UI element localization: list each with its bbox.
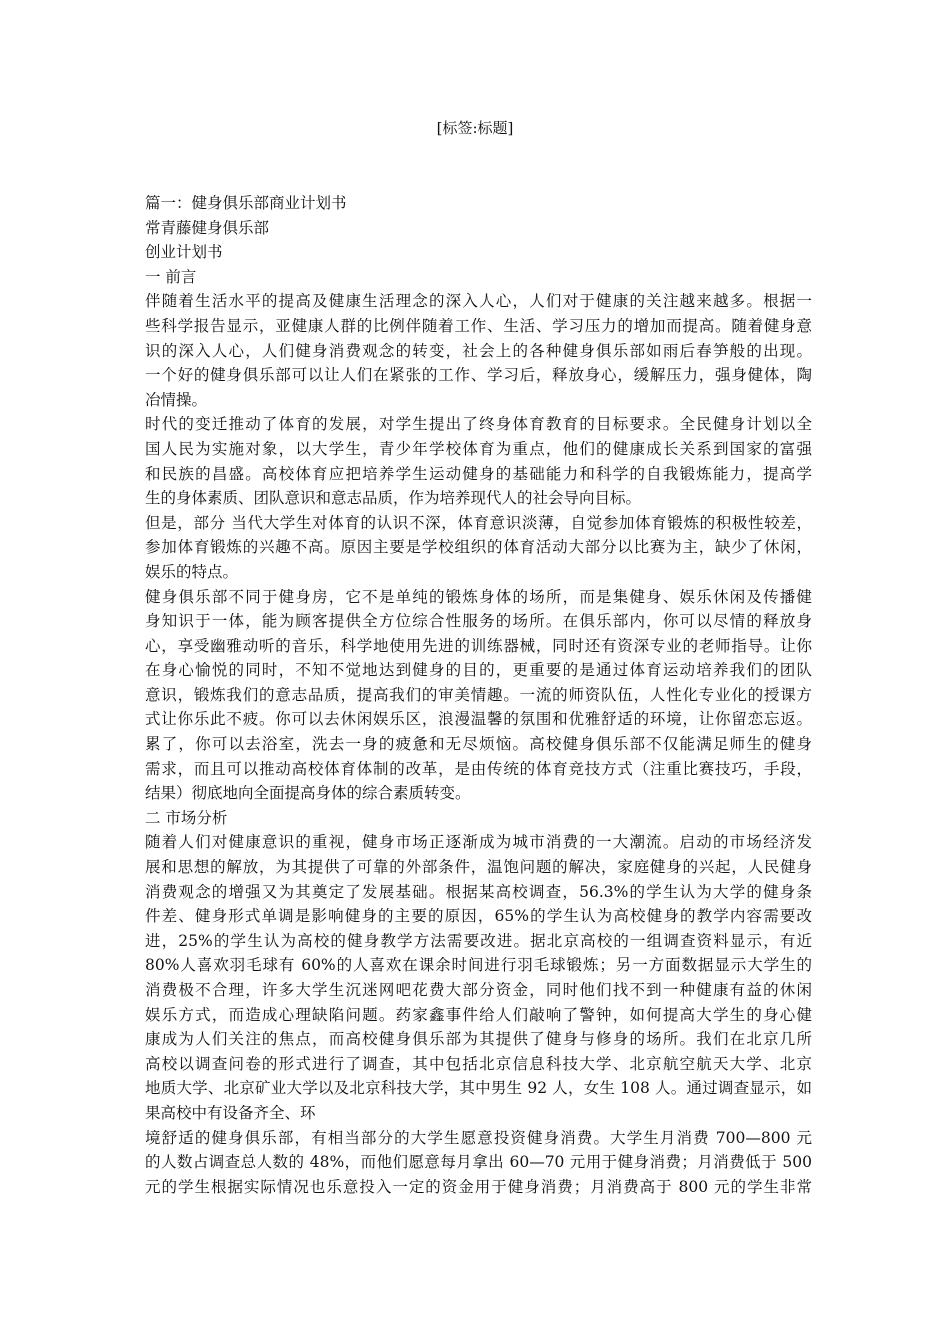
paragraph xyxy=(145,412,812,510)
text-line: 康成为人们关注的焦点，而高校健身俱乐部为其提供了健身与修身的场所。我们在北京几所 xyxy=(145,1030,812,1049)
text-line: 创业计划书 xyxy=(145,243,223,262)
text-line: 进，25%的学生认为高校的健身教学方法需要改进。据北京高校的一组调查资料显示，有近 xyxy=(145,931,812,950)
text-line: 时代的变迁推动了体育的发展，对学生提出了终身体育教育的目标要求。全民健身计划以全 xyxy=(145,415,812,434)
text-line: 80%人喜欢羽毛球有 60%的人喜欢在课余时间进行羽毛球锻炼；另一方面数据显示大学生的 xyxy=(145,956,812,975)
text-line: 冶情操。 xyxy=(145,390,208,409)
text-line: 一 前言 xyxy=(145,267,197,286)
paragraph xyxy=(145,1126,812,1200)
text-line: 在身心愉悦的同时，不知不觉地达到健身的目的，更重要的是通过体育运动培养我们的团队 xyxy=(145,661,812,680)
document-body xyxy=(145,191,812,1199)
text-line: 娱乐的特点。 xyxy=(145,562,239,581)
text-line: 身知识于一体，能为顾客提供全方位综合性服务的场所。在俱乐部内，你可以尽情的释放身 xyxy=(145,612,812,631)
paragraph xyxy=(145,830,812,1125)
text-line: 一个好的健身俱乐部可以让人们在紧张的工作、学习后，释放身心，缓解压力，强身健体，陶 xyxy=(145,366,812,385)
club-name xyxy=(145,216,812,241)
paragraph xyxy=(145,511,812,585)
text-line: 的人数占调查总人数的 48%，而他们愿意每月拿出 60—70 元用于健身消费；月消费低于 500 xyxy=(145,1153,812,1172)
text-line: 高校以调查问卷的形式进行了调查，其中包括北京信息科技大学、北京航空航天大学、北京 xyxy=(145,1054,812,1073)
section-1-heading xyxy=(145,265,812,290)
text-line: 伴随着生活水平的提高及健康生活理念的深入人心，人们对于健康的关注越来越多。根据一 xyxy=(145,292,812,311)
text-line: 参加体育锻炼的兴趣不高。原因主要是学校组织的体育活动大部分以比赛为主，缺少了休闲， xyxy=(145,538,812,557)
article-heading xyxy=(145,191,812,216)
text-line: 心，享受幽雅动听的音乐，科学地使用先进的训练器械，同时还有资深专业的老师指导。让你 xyxy=(145,636,812,655)
text-line: 篇一：健身俱乐部商业计划书 xyxy=(145,194,347,212)
text-line: 件差、健身形式单调是影响健身的主要的原因，65%的学生认为高校健身的教学内容需要改 xyxy=(145,907,812,926)
text-line: 展和思想的解放，为其提供了可靠的外部条件，温饱问题的解决，家庭健身的兴起，人民健身 xyxy=(145,858,812,877)
text-line: 二 市场分析 xyxy=(145,808,228,827)
text-line: 累了，你可以去浴室，洗去一身的疲惫和无尽烦恼。高校健身俱乐部不仅能满足师生的健身 xyxy=(145,735,812,754)
text-line: 些科学报告显示，亚健康人群的比例伴随着工作、生活、学习压力的增加而提高。随着健身意 xyxy=(145,316,812,335)
text-line: 境舒适的健身俱乐部，有相当部分的大学生愿意投资健身消费。大学生月消费 700—800 元 xyxy=(145,1128,812,1147)
text-line: 地质大学、北京矿业大学以及北京科技大学，其中男生 92 人，女生 108 人。通过调查显示，如 xyxy=(145,1079,812,1098)
text-line: 果高校中有设备齐全、环 xyxy=(145,1103,316,1122)
document-title: [标签:标题] xyxy=(436,119,514,137)
paragraph xyxy=(145,289,812,412)
text-line: 常青藤健身俱乐部 xyxy=(145,218,270,237)
text-line: 健身俱乐部不同于健身房，它不是单纯的锻炼身体的场所，而是集健身、娱乐休闲及传播健 xyxy=(145,587,812,606)
text-line: 和民族的昌盛。高校体育应把培养学生运动健身的基础能力和科学的自我锻炼能力，提高学 xyxy=(145,464,812,483)
text-line: 消费极不合理，许多大学生沉迷网吧花费大部分资金，同时他们找不到一种健康有益的休闲 xyxy=(145,981,812,999)
text-line: 结果）彻底地向全面提高身体的综合素质转变。 xyxy=(145,784,471,803)
section-2-heading xyxy=(145,806,812,831)
text-line: 国人民为实施对象，以大学生，青少年学校体育为重点，他们的健康成长关系到国家的富强 xyxy=(145,439,812,458)
text-line: 式让你乐此不疲。你可以去休闲娱乐区，浪漫温馨的氛围和优雅舒适的环境，让你留恋忘返。 xyxy=(145,710,812,729)
text-line: 元的学生根据实际情况也乐意投入一定的资金用于健身消费；月消费高于 800 元的学生非常 xyxy=(145,1177,812,1196)
text-line: 娱乐方式，而造成心理缺陷问题。药家鑫事件给人们敲响了警钟，如何提高大学生的身心健 xyxy=(145,1005,812,1024)
doc-type xyxy=(145,240,812,265)
paragraph xyxy=(145,585,812,806)
text-line: 需求，而且可以推动高校体育体制的改革，是由传统的体育竞技方式（注重比赛技巧，手段， xyxy=(145,759,812,778)
text-line: 消费观念的增强又为其奠定了发展基础。根据某高校调查，56.3%的学生认为大学的健身条 xyxy=(145,882,812,901)
text-line: 但是，部分 当代大学生对体育的认识不深，体育意识淡薄，自觉参加体育锻炼的积极性较差， xyxy=(145,513,812,532)
text-line: 生的身体素质、团队意识和意志品质，作为培养现代人的社会导向目标。 xyxy=(145,489,642,508)
text-line: 随着人们对健康意识的重视，健身市场正逐渐成为城市消费的一大潮流。启动的市场经济发 xyxy=(145,833,812,852)
text-line: 识的深入人心，人们健身消费观念的转变，社会上的各种健身俱乐部如雨后春笋般的出现。 xyxy=(145,341,812,360)
text-line: 意识，锻炼我们的意志品质，提高我们的审美情趣。一流的师资队伍，人性化专业化的授课方 xyxy=(145,685,812,704)
